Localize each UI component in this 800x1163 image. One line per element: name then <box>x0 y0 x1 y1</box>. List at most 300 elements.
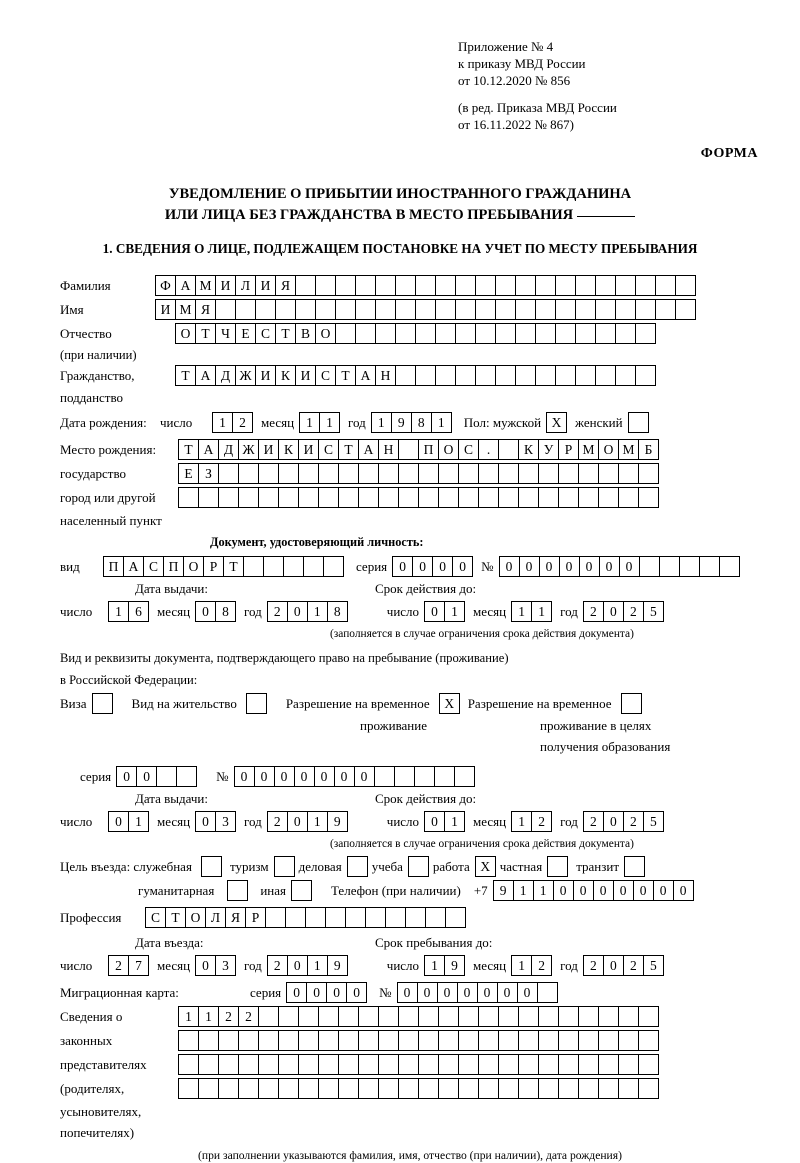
cell[interactable]: 1 <box>511 955 532 976</box>
cell[interactable]: С <box>315 365 336 386</box>
cell[interactable] <box>538 463 559 484</box>
cell[interactable]: К <box>275 365 296 386</box>
cell[interactable]: 1 <box>307 601 328 622</box>
cell[interactable]: X <box>546 412 567 433</box>
cell[interactable] <box>598 1054 619 1075</box>
entry-day-input[interactable] <box>108 955 148 976</box>
cell[interactable]: 0 <box>412 556 433 577</box>
cell[interactable]: 1 <box>533 880 554 901</box>
cell[interactable]: Б <box>638 439 659 460</box>
cell[interactable] <box>675 299 696 320</box>
cell[interactable] <box>408 856 429 877</box>
cell[interactable] <box>578 1006 599 1027</box>
cell[interactable] <box>176 766 197 787</box>
cell[interactable]: 0 <box>314 766 335 787</box>
cell[interactable]: А <box>355 365 376 386</box>
cell[interactable] <box>415 299 436 320</box>
permit-issue-day-input[interactable] <box>108 811 148 832</box>
cell[interactable] <box>458 463 479 484</box>
cell[interactable]: 0 <box>287 955 308 976</box>
cell[interactable] <box>538 487 559 508</box>
cell[interactable] <box>358 1006 379 1027</box>
cell[interactable]: 0 <box>195 601 216 622</box>
cell[interactable] <box>595 365 616 386</box>
cell[interactable]: И <box>215 275 236 296</box>
cell[interactable]: 0 <box>136 766 157 787</box>
cell[interactable]: А <box>198 439 219 460</box>
birth-month-input[interactable] <box>299 412 339 433</box>
cell[interactable]: И <box>255 365 276 386</box>
cell[interactable] <box>575 365 596 386</box>
cell[interactable] <box>458 1054 479 1075</box>
cell[interactable] <box>538 1006 559 1027</box>
cell[interactable] <box>458 1030 479 1051</box>
idcard-issue-day-input[interactable] <box>108 601 148 622</box>
cell[interactable]: 5 <box>643 811 664 832</box>
cell[interactable] <box>375 323 396 344</box>
cell[interactable] <box>378 1030 399 1051</box>
cell[interactable] <box>238 1030 259 1051</box>
cell[interactable] <box>618 1006 639 1027</box>
cell[interactable] <box>258 463 279 484</box>
cell[interactable] <box>679 556 700 577</box>
sex-male-checkbox[interactable] <box>546 412 566 433</box>
cell[interactable]: 2 <box>108 955 129 976</box>
cell[interactable]: В <box>295 323 316 344</box>
cell[interactable]: У <box>538 439 559 460</box>
cell[interactable]: А <box>175 275 196 296</box>
cell[interactable] <box>595 275 616 296</box>
cell[interactable] <box>378 463 399 484</box>
cell[interactable] <box>375 275 396 296</box>
cell[interactable] <box>455 275 476 296</box>
cell[interactable] <box>635 275 656 296</box>
cell[interactable]: 0 <box>432 556 453 577</box>
cell[interactable] <box>278 1030 299 1051</box>
cell[interactable] <box>515 299 536 320</box>
cell[interactable]: 0 <box>539 556 560 577</box>
cell[interactable] <box>238 463 259 484</box>
cell[interactable] <box>235 299 256 320</box>
cell[interactable] <box>455 299 476 320</box>
cell[interactable] <box>398 1006 419 1027</box>
cell[interactable]: 0 <box>452 556 473 577</box>
cell[interactable]: Т <box>195 323 216 344</box>
cell[interactable]: О <box>185 907 206 928</box>
cell[interactable] <box>515 275 536 296</box>
cell[interactable]: 2 <box>218 1006 239 1027</box>
cell[interactable] <box>258 1054 279 1075</box>
cell[interactable] <box>378 487 399 508</box>
purpose-private-checkbox[interactable] <box>547 856 567 877</box>
cell[interactable] <box>415 275 436 296</box>
cell[interactable] <box>538 1030 559 1051</box>
cell[interactable] <box>285 907 306 928</box>
cell[interactable] <box>395 299 416 320</box>
cell[interactable] <box>638 463 659 484</box>
cell[interactable]: А <box>123 556 144 577</box>
cell[interactable]: 0 <box>613 880 634 901</box>
cell[interactable] <box>478 487 499 508</box>
cell[interactable] <box>598 1078 619 1099</box>
cell[interactable]: 0 <box>424 601 445 622</box>
cell[interactable] <box>537 982 558 1003</box>
cell[interactable] <box>274 856 295 877</box>
cell[interactable] <box>475 275 496 296</box>
cell[interactable] <box>575 275 596 296</box>
cell[interactable]: 0 <box>603 955 624 976</box>
cell[interactable] <box>338 1054 359 1075</box>
cell[interactable]: 0 <box>477 982 498 1003</box>
cell[interactable]: Я <box>275 275 296 296</box>
cell[interactable] <box>278 1054 299 1075</box>
birthplace-input-row-1[interactable] <box>178 439 658 460</box>
cell[interactable] <box>156 766 177 787</box>
cell[interactable] <box>338 1078 359 1099</box>
cell[interactable] <box>283 556 304 577</box>
cell[interactable] <box>478 1030 499 1051</box>
cell[interactable] <box>323 556 344 577</box>
temp-residence-checkbox[interactable] <box>439 693 459 714</box>
cell[interactable] <box>335 299 356 320</box>
migration-number-input[interactable] <box>397 982 557 1003</box>
birth-day-input[interactable] <box>212 412 252 433</box>
cell[interactable] <box>318 1054 339 1075</box>
cell[interactable] <box>258 1030 279 1051</box>
cell[interactable] <box>675 275 696 296</box>
cell[interactable]: О <box>175 323 196 344</box>
cell[interactable] <box>218 463 239 484</box>
cell[interactable] <box>498 1006 519 1027</box>
cell[interactable]: 5 <box>643 601 664 622</box>
cell[interactable] <box>455 365 476 386</box>
cell[interactable] <box>298 487 319 508</box>
cell[interactable]: К <box>278 439 299 460</box>
cell[interactable]: Р <box>203 556 224 577</box>
cell[interactable]: 0 <box>392 556 413 577</box>
cell[interactable] <box>215 299 236 320</box>
cell[interactable] <box>358 487 379 508</box>
cell[interactable] <box>638 1078 659 1099</box>
cell[interactable] <box>555 323 576 344</box>
cell[interactable]: 1 <box>424 955 445 976</box>
cell[interactable] <box>398 487 419 508</box>
cell[interactable] <box>518 1006 539 1027</box>
cell[interactable]: И <box>258 439 279 460</box>
cell[interactable] <box>92 693 113 714</box>
entry-year-input[interactable] <box>267 955 347 976</box>
cell[interactable] <box>615 365 636 386</box>
cell[interactable]: 8 <box>411 412 432 433</box>
cell[interactable]: 0 <box>195 955 216 976</box>
cell[interactable]: Л <box>235 275 256 296</box>
cell[interactable]: О <box>438 439 459 460</box>
cell[interactable] <box>635 299 656 320</box>
cell[interactable] <box>246 693 267 714</box>
cell[interactable] <box>335 275 356 296</box>
cell[interactable] <box>535 323 556 344</box>
cell[interactable]: 0 <box>254 766 275 787</box>
cell[interactable]: 1 <box>307 955 328 976</box>
cell[interactable] <box>355 299 376 320</box>
cell[interactable] <box>318 487 339 508</box>
cell[interactable] <box>618 1030 639 1051</box>
cell[interactable] <box>385 907 406 928</box>
cell[interactable]: Ф <box>155 275 176 296</box>
cell[interactable] <box>699 556 720 577</box>
cell[interactable]: 0 <box>287 601 308 622</box>
idcard-type-input[interactable] <box>103 556 343 577</box>
cell[interactable]: Р <box>558 439 579 460</box>
cell[interactable] <box>378 1078 399 1099</box>
cell[interactable]: 0 <box>354 766 375 787</box>
cell[interactable]: 2 <box>232 412 253 433</box>
cell[interactable]: М <box>618 439 639 460</box>
idcard-series-input[interactable] <box>392 556 472 577</box>
cell[interactable]: С <box>145 907 166 928</box>
cell[interactable]: 9 <box>493 880 514 901</box>
cell[interactable] <box>615 275 636 296</box>
cell[interactable] <box>638 1054 659 1075</box>
cell[interactable] <box>555 275 576 296</box>
cell[interactable] <box>315 299 336 320</box>
cell[interactable] <box>478 1078 499 1099</box>
cell[interactable]: 1 <box>212 412 233 433</box>
name-input[interactable] <box>155 299 695 320</box>
cell[interactable]: 1 <box>178 1006 199 1027</box>
cell[interactable] <box>358 463 379 484</box>
cell[interactable]: 5 <box>643 955 664 976</box>
cell[interactable] <box>398 1078 419 1099</box>
cell[interactable] <box>618 487 639 508</box>
cell[interactable]: М <box>175 299 196 320</box>
stay-month-input[interactable] <box>511 955 551 976</box>
cell[interactable] <box>318 463 339 484</box>
cell[interactable] <box>418 1054 439 1075</box>
purpose-tourism-checkbox[interactable] <box>274 856 294 877</box>
cell[interactable] <box>615 299 636 320</box>
birth-year-input[interactable] <box>371 412 451 433</box>
cell[interactable]: И <box>155 299 176 320</box>
cell[interactable]: Т <box>223 556 244 577</box>
cell[interactable]: 1 <box>371 412 392 433</box>
cell[interactable] <box>378 1006 399 1027</box>
cell[interactable] <box>518 1054 539 1075</box>
cell[interactable]: 3 <box>215 955 236 976</box>
cell[interactable]: 1 <box>444 811 465 832</box>
cell[interactable] <box>278 463 299 484</box>
cell[interactable] <box>618 1054 639 1075</box>
cell[interactable] <box>638 1030 659 1051</box>
cell[interactable]: 1 <box>307 811 328 832</box>
cell[interactable]: 0 <box>234 766 255 787</box>
cell[interactable] <box>255 299 276 320</box>
cell[interactable]: А <box>195 365 216 386</box>
cell[interactable] <box>495 323 516 344</box>
cell[interactable] <box>318 1030 339 1051</box>
cell[interactable]: 0 <box>519 556 540 577</box>
cell[interactable] <box>535 299 556 320</box>
citizenship-input[interactable] <box>175 365 655 386</box>
cell[interactable]: 0 <box>306 982 327 1003</box>
cell[interactable]: 1 <box>511 601 532 622</box>
cell[interactable]: И <box>255 275 276 296</box>
cell[interactable]: 2 <box>531 955 552 976</box>
cell[interactable]: 0 <box>286 982 307 1003</box>
cell[interactable] <box>578 463 599 484</box>
permit-number-input[interactable] <box>234 766 474 787</box>
cell[interactable] <box>263 556 284 577</box>
cell[interactable]: 2 <box>267 955 288 976</box>
cell[interactable] <box>275 299 296 320</box>
cell[interactable] <box>558 1054 579 1075</box>
cell[interactable] <box>495 365 516 386</box>
cell[interactable] <box>558 1078 579 1099</box>
cell[interactable]: И <box>298 439 319 460</box>
cell[interactable] <box>418 1078 439 1099</box>
cell[interactable]: П <box>103 556 124 577</box>
cell[interactable]: 0 <box>599 556 620 577</box>
cell[interactable]: 0 <box>274 766 295 787</box>
cell[interactable]: 0 <box>287 811 308 832</box>
visa-checkbox[interactable] <box>92 693 112 714</box>
cell[interactable] <box>218 1078 239 1099</box>
cell[interactable]: 2 <box>583 955 604 976</box>
permit-valid-year-input[interactable] <box>583 811 663 832</box>
cell[interactable]: 7 <box>128 955 149 976</box>
cell[interactable]: 1 <box>299 412 320 433</box>
cell[interactable]: 9 <box>327 955 348 976</box>
cell[interactable]: 0 <box>424 811 445 832</box>
cell[interactable] <box>218 1030 239 1051</box>
cell[interactable]: 0 <box>559 556 580 577</box>
cell[interactable] <box>445 907 466 928</box>
cell[interactable]: 1 <box>531 601 552 622</box>
cell[interactable] <box>178 1030 199 1051</box>
cell[interactable] <box>575 299 596 320</box>
legal-rep-input-row-2[interactable] <box>178 1030 658 1051</box>
cell[interactable]: Т <box>275 323 296 344</box>
cell[interactable] <box>375 299 396 320</box>
cell[interactable] <box>198 487 219 508</box>
cell[interactable] <box>495 275 516 296</box>
cell[interactable]: 2 <box>623 811 644 832</box>
cell[interactable]: 2 <box>531 811 552 832</box>
cell[interactable]: X <box>475 856 496 877</box>
cell[interactable]: Т <box>335 365 356 386</box>
cell[interactable] <box>398 1054 419 1075</box>
cell[interactable]: С <box>458 439 479 460</box>
patronymic-input[interactable] <box>175 323 655 344</box>
cell[interactable] <box>378 1054 399 1075</box>
cell[interactable] <box>719 556 740 577</box>
cell[interactable] <box>655 275 676 296</box>
migration-series-input[interactable] <box>286 982 366 1003</box>
cell[interactable] <box>578 1078 599 1099</box>
cell[interactable]: 6 <box>128 601 149 622</box>
cell[interactable] <box>624 856 645 877</box>
cell[interactable] <box>438 1078 459 1099</box>
cell[interactable]: 0 <box>346 982 367 1003</box>
birthplace-input-row-2[interactable] <box>178 463 658 484</box>
cell[interactable] <box>498 487 519 508</box>
cell[interactable] <box>595 299 616 320</box>
cell[interactable]: А <box>358 439 379 460</box>
cell[interactable]: 1 <box>108 601 129 622</box>
cell[interactable]: 0 <box>603 601 624 622</box>
cell[interactable]: 0 <box>417 982 438 1003</box>
cell[interactable]: 2 <box>583 601 604 622</box>
purpose-service-checkbox[interactable] <box>201 856 221 877</box>
residence-permit-checkbox[interactable] <box>246 693 266 714</box>
cell[interactable]: 2 <box>623 601 644 622</box>
cell[interactable]: Ж <box>238 439 259 460</box>
cell[interactable] <box>498 463 519 484</box>
cell[interactable] <box>535 365 556 386</box>
cell[interactable] <box>318 1006 339 1027</box>
cell[interactable] <box>258 1006 279 1027</box>
cell[interactable] <box>295 275 316 296</box>
cell[interactable] <box>438 487 459 508</box>
cell[interactable] <box>265 907 286 928</box>
cell[interactable]: 0 <box>334 766 355 787</box>
cell[interactable]: Д <box>218 439 239 460</box>
cell[interactable]: Я <box>225 907 246 928</box>
cell[interactable] <box>498 1030 519 1051</box>
cell[interactable] <box>425 907 446 928</box>
cell[interactable] <box>538 1054 559 1075</box>
cell[interactable]: 0 <box>673 880 694 901</box>
cell[interactable] <box>355 275 376 296</box>
cell[interactable]: 0 <box>619 556 640 577</box>
cell[interactable] <box>618 463 639 484</box>
cell[interactable] <box>198 1030 219 1051</box>
cell[interactable]: 0 <box>579 556 600 577</box>
cell[interactable] <box>198 1054 219 1075</box>
cell[interactable] <box>258 1078 279 1099</box>
cell[interactable] <box>478 463 499 484</box>
cell[interactable] <box>498 439 519 460</box>
cell[interactable] <box>515 323 536 344</box>
cell[interactable]: 0 <box>499 556 520 577</box>
stay-day-input[interactable] <box>424 955 464 976</box>
cell[interactable]: . <box>478 439 499 460</box>
cell[interactable] <box>178 487 199 508</box>
cell[interactable]: Н <box>378 439 399 460</box>
cell[interactable] <box>478 1054 499 1075</box>
cell[interactable] <box>621 693 642 714</box>
cell[interactable] <box>395 275 416 296</box>
cell[interactable]: 8 <box>215 601 236 622</box>
cell[interactable] <box>355 323 376 344</box>
cell[interactable] <box>238 1054 259 1075</box>
cell[interactable] <box>395 365 416 386</box>
cell[interactable]: 1 <box>431 412 452 433</box>
cell[interactable]: 0 <box>195 811 216 832</box>
cell[interactable]: Е <box>178 463 199 484</box>
cell[interactable]: Ж <box>235 365 256 386</box>
cell[interactable] <box>455 323 476 344</box>
cell[interactable]: Я <box>195 299 216 320</box>
cell[interactable] <box>458 487 479 508</box>
cell[interactable] <box>438 1054 459 1075</box>
cell[interactable]: Т <box>178 439 199 460</box>
cell[interactable] <box>618 1078 639 1099</box>
cell[interactable]: Т <box>175 365 196 386</box>
cell[interactable] <box>418 487 439 508</box>
cell[interactable] <box>495 299 516 320</box>
cell[interactable] <box>415 323 436 344</box>
